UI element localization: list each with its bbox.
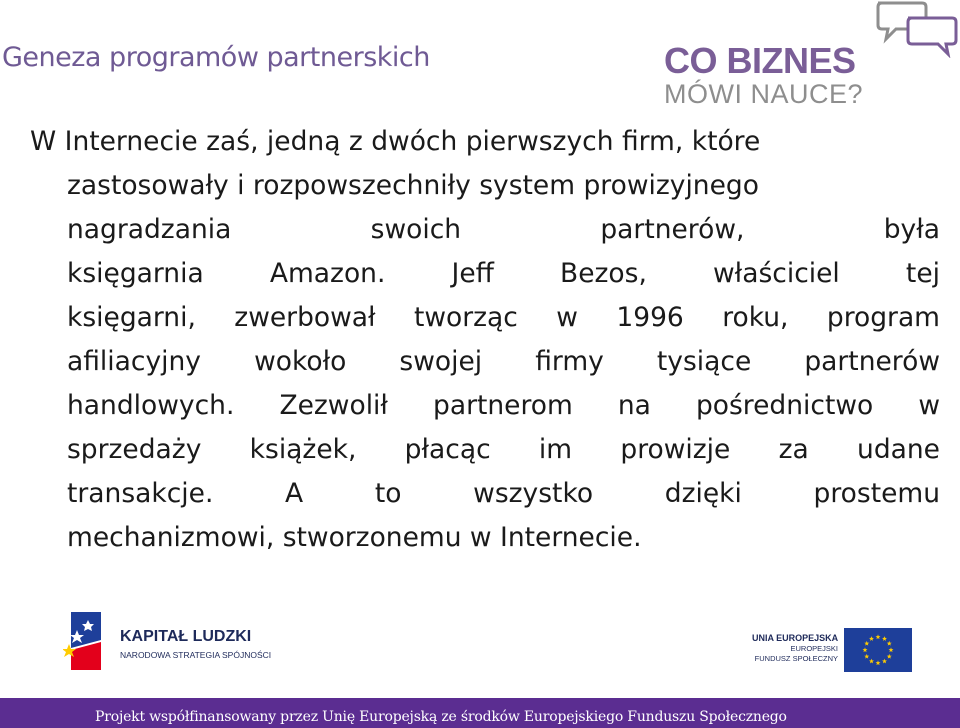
body-line: handlowych. Zezwolił partnerom na pośrednictwo w: [67, 390, 940, 421]
body-line: księgarnia Amazon. Jeff Bezos, właściciel tej: [67, 258, 940, 289]
kapital-ludzki-subtitle: NARODOWA STRATEGIA SPÓJNOŚCI: [120, 650, 272, 660]
eu-fund-label-1: EUROPEJSKI: [790, 644, 838, 653]
eu-logo: [752, 628, 917, 676]
slide-title: Geneza programów partnerskich: [2, 42, 430, 73]
eu-flag-icon: [844, 628, 912, 672]
body-line: księgarni, zwerbował tworząc w 1996 roku, program: [67, 302, 940, 333]
kapital-ludzki-emblem-icon: [63, 608, 115, 674]
kapital-ludzki-logo: [63, 608, 323, 678]
eu-fund-label-2: FUNDUSZ SPOŁECZNY: [754, 654, 838, 663]
footer-text: Projekt współfinansowany przez Unię Europejską ze środków Europejskiego Funduszu Społecznego: [95, 709, 787, 725]
body-line: W Internecie zaś, jedną z dwóch pierwszych firm, które: [30, 126, 761, 157]
footer-bar: [0, 698, 960, 728]
body-line: nagradzania swoich partnerów, była: [67, 214, 940, 245]
body-line: transakcje. A to wszystko dzięki prostemu: [67, 478, 940, 509]
body-line: sprzedaży książek, płacąc im prowizje za udane: [67, 434, 940, 465]
brand-line2: MÓWI NAUCE?: [664, 79, 864, 109]
body-line: zastosowały i rozpowszechniły system prowizyjnego: [67, 170, 759, 201]
body-line: mechanizmowi, stworzonemu w Internecie.: [67, 522, 642, 553]
brand-line1: CO BIZNES: [664, 40, 856, 81]
slide-body: [0, 120, 960, 560]
co-biznes-logo: [660, 0, 960, 112]
speech-bubbles-icon: [874, 0, 960, 58]
kapital-ludzki-title: KAPITAŁ LUDZKI: [120, 628, 252, 645]
eu-union-label: UNIA EUROPEJSKA: [752, 633, 839, 643]
body-line: afiliacyjny wokoło swojej firmy tysiące partnerów: [67, 346, 940, 377]
